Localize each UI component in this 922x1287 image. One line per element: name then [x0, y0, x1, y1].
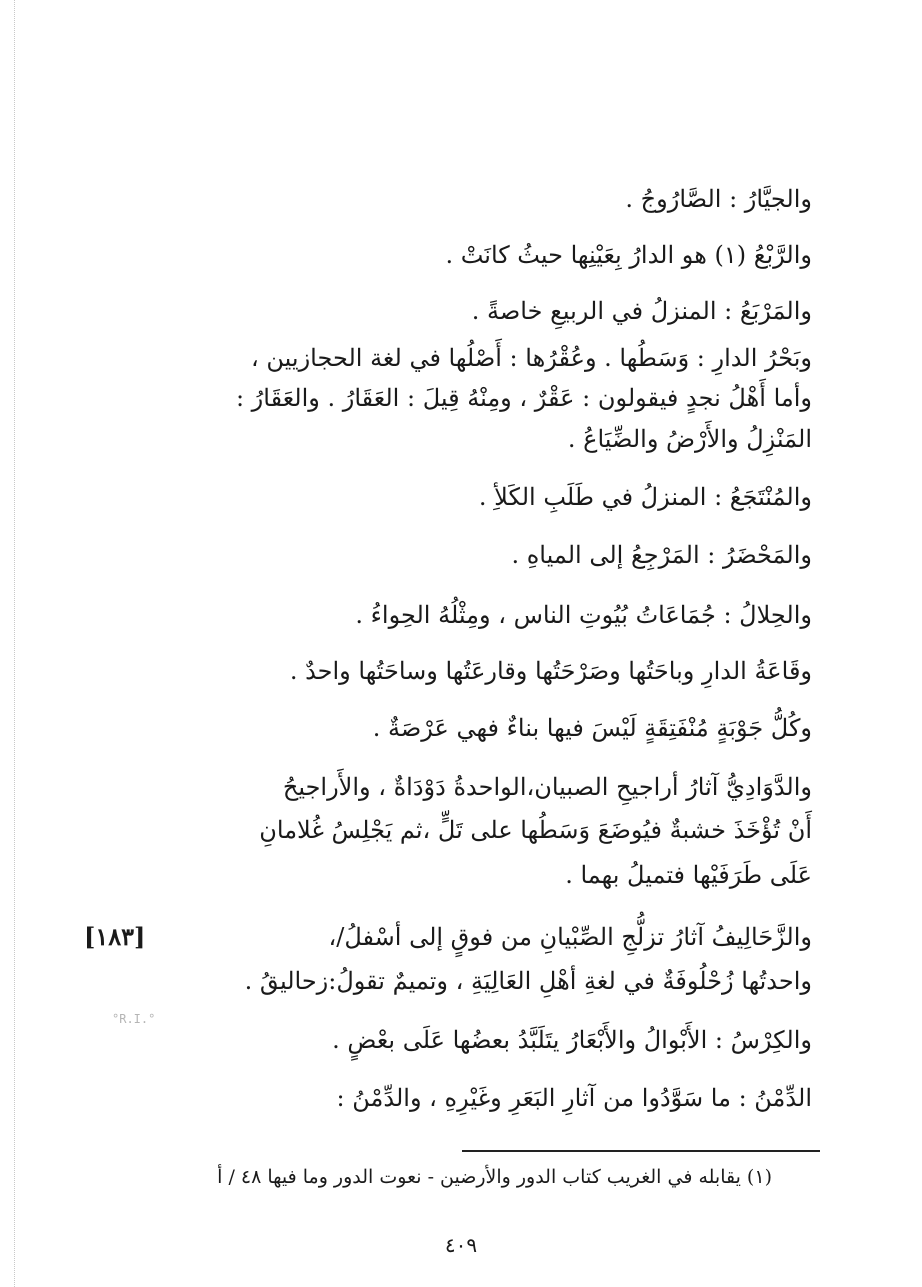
text-line: والجيَّارُ : الصَّارُوجُ . — [625, 185, 812, 213]
text-line: الدِّمْنُ : ما سَوَّدُوا من آثارِ البَعَرِ وغَيْرِهِ ، والدِّمْنُ : — [336, 1084, 812, 1112]
text-line: وبَحْرُ الدارِ : وَسَطُها . وعُقْرُها : أَصْلُها في لغة الحجازيين ، — [251, 344, 812, 372]
text-line: والحِلالُ : جُمَاعَاتُ بُيُوتِ الناس ، ومِثْلُهُ الحِواءُ . — [355, 601, 812, 629]
text-line: والمَحْضَرُ : المَرْجِعُ إلى المياهِ . — [511, 541, 812, 569]
text-line: أَنْ تُؤْخَذَ خشبةٌ فيُوضَعَ وَسَطُها على تَلٍّ ،ثم يَجْلِسُ غُلامانِ — [259, 816, 812, 844]
text-line: والدَّوَادِيُّ آثارُ أراجيحِ الصبيان،الواحدةُ دَوْدَاةٌ ، والأَراجيحُ — [282, 773, 812, 801]
text-line: وأما أَهْلُ نجدٍ فيقولون : عَقْرٌ ، ومِنْهُ قِيلَ : العَقَارُ . والعَقَارُ : — [235, 384, 812, 412]
text-line: والكِرْسُ : الأَبْوالُ والأَبْعَارُ يتَلَبَّدُ بعضُها عَلَى بعْضٍ . — [332, 1026, 812, 1054]
text-line: واحدتُها زُحْلُوفَةٌ في لغةِ أهْلِ العَالِيَةِ ، وتميمٌ تقولُ:زحاليقُ . — [244, 967, 812, 995]
text-line: والزَّحَالِيفُ آثارُ تزلُّجِ الصِّبْيانِ من فوقٍ إلى أسْفلُ/، — [328, 923, 812, 951]
margin-page-reference: [١٨٣] — [84, 922, 146, 951]
text-line: والمَرْبَعُ : المنزلُ في الربيعِ خاصةً . — [471, 297, 812, 325]
faded-stamp: °R.I.° — [112, 1012, 156, 1026]
text-line: وقَاعَةُ الدارِ وباحَتُها وصَرْحَتُها وقارعَتُها وساحَتُها واحدٌ . — [289, 657, 812, 685]
page-number: ٤٠٩ — [444, 1233, 478, 1257]
text-line: عَلَى طَرَفَيْها فتميلُ بهما . — [565, 861, 812, 889]
binding-edge — [0, 0, 15, 1287]
text-line: المَنْزِلُ والأَرْضُ والضِّيَاعُ . — [567, 425, 812, 453]
text-line: وكُلُّ جَوْبَةٍ مُنْفَتِقَةٍ لَيْسَ فيها بناءٌ فهي عَرْصَةٌ . — [372, 714, 812, 742]
text-line: والرَّبْعُ (١) هو الدارُ بِعَيْنِها حيثُ كانَتْ . — [445, 241, 812, 269]
footnote-divider — [462, 1150, 820, 1152]
text-line: والمُنْتَجَعُ : المنزلُ في طَلَبِ الكَلأِ . — [478, 483, 812, 511]
footnote: (١) يقابله في الغريب كتاب الدور والأرضين - نعوت الدور وما فيها ٤٨ / أ — [217, 1166, 772, 1188]
